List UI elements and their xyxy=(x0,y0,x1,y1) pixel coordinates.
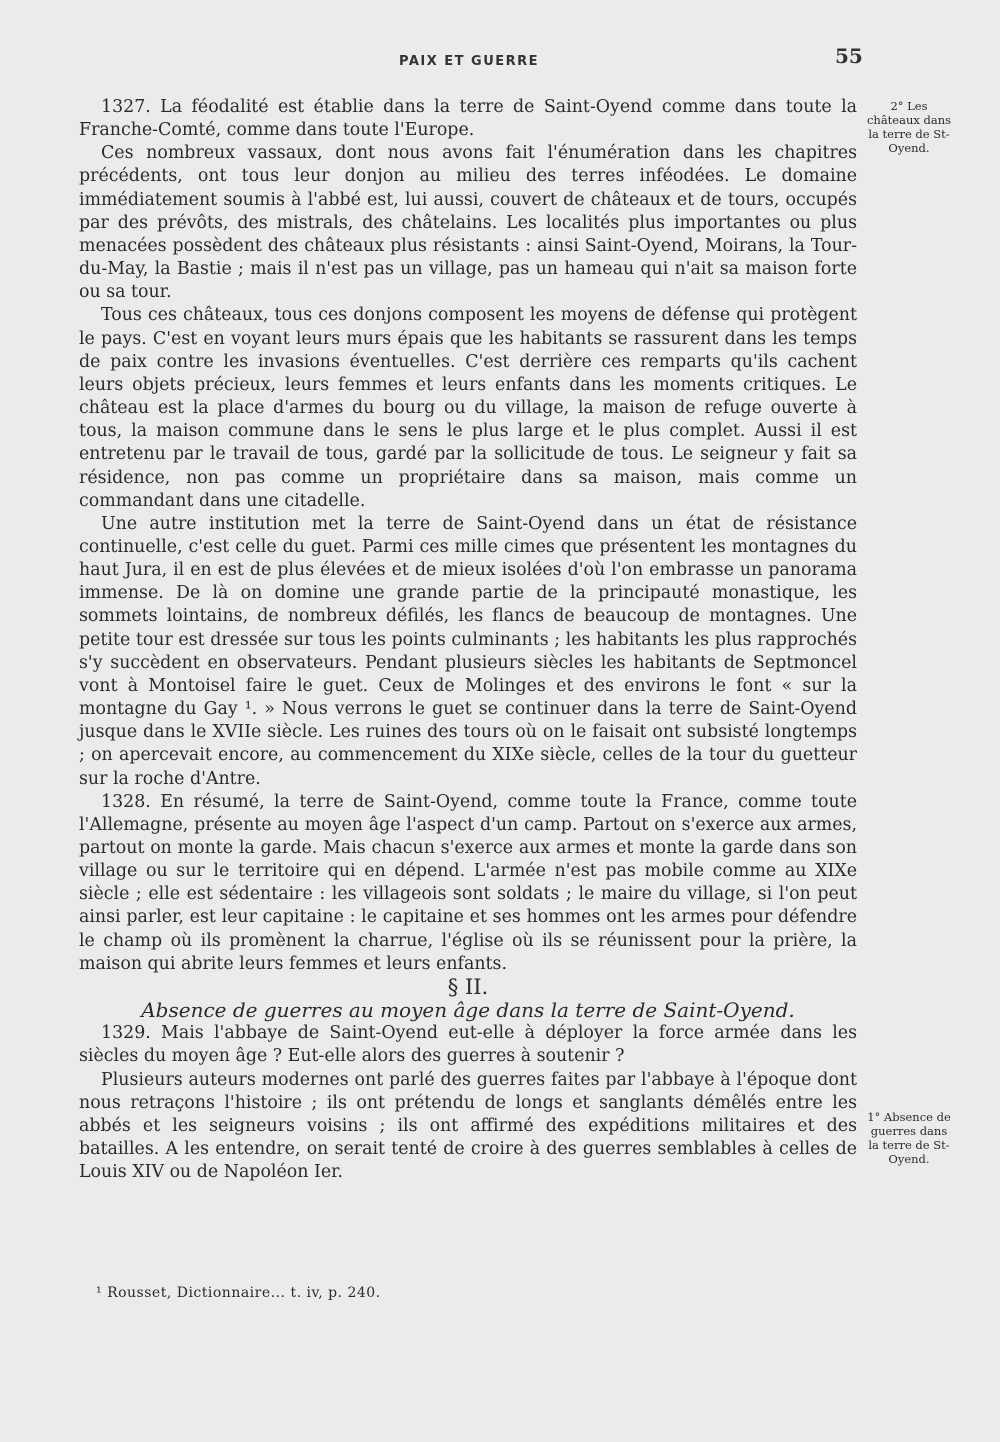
paragraph: Ces nombreux vassaux, dont nous avons fait l'énumération dans les chapitres précédents, ont tous leur donjon au milieu des terres inféodées. Le domaine immédiatement soumis à l'abbé est, lui aussi, couvert de châteaux et de tours, occupés par des prévôts, des mistrals, des châtelains. Les localités plus importantes ou plus menacées possèdent des châteaux plus résistants : ainsi Saint-Oyend, Moirans, la Tour-du-May, la Bastie ; mais il n'est pas un village, pas un hameau qui n'ait sa maison forte ou sa tour. xyxy=(79,143,857,303)
footnote: ¹ Rousset, Dictionnaire... t. iv, p. 240. xyxy=(96,1285,381,1301)
paragraph: Une autre institution met la terre de Saint-Oyend dans un état de résistance continuelle, c'est celle du guet. Parmi ces mille cimes que présentent les montagnes du haut Jura, il en est de plus élevées et de mieux isolées d'où l'on embrasse un panorama immense. De là on domine une grande partie de la principauté monastique, les sommets lointains, de nombreux défilés, les flancs de beaucoup de montagnes. Une petite tour est dressée sur tous les points culminants ; les habitants les plus rapprochés s'y succèdent en observateurs. Pendant plusieurs siècles les habitants de Septmoncel vont à Montoisel faire le guet. Ceux de Molinges et des environs le font « sur la montagne du Gay ¹. » Nous verrons le guet se continuer dans la terre de Saint-Oyend jusque dans le XVIIe siècle. Les ruines des tours où on le faisait ont subsisté longtemps ; on apercevait encore, au commencement du XIXe siècle, celles de la tour du guetteur sur la roche d'Antre. xyxy=(79,513,857,789)
margin-note: 1° Absence de guerres dans la terre de St-Oyend. xyxy=(867,1110,951,1166)
paragraph: Tous ces châteaux, tous ces donjons composent les moyens de défense qui protègent le pays. C'est en voyant leurs murs épais que les habitants se rassurent dans les temps de paix contre les invasions éventuelles. C'est derrière ces remparts qu'ils cachent leurs objets précieux, leurs femmes et leurs enfants dans les moments critiques. Le château est la place d'armes du bourg ou du village, la maison de refuge ouverte à tous, la maison commune dans le sens le plus large et le plus complet. Aussi il est entretenu par le travail de tous, gardé par la sollicitude de tous. Le seigneur y fait sa résidence, non pas comme un propriétaire dans sa maison, mais comme un commandant dans une citadelle. xyxy=(79,305,857,511)
page-number: 55 xyxy=(835,44,863,68)
main-text xyxy=(79,96,857,1184)
paragraph: 1328. En résumé, la terre de Saint-Oyend, comme toute la France, comme toute l'Allemagne, présente au moyen âge l'aspect d'un camp. Partout on s'exerce aux armes, partout on monte la garde. Mais chacun s'exerce aux armes et monte la garde dans son village ou sur le territoire qui en dépend. L'armée n'est pas mobile comme au XIXe siècle ; elle est sédentaire : les villageois sont soldats ; le maire du village, si l'on peut ainsi parler, est leur capitaine : le capitaine et ses hommes ont les armes pour défendre le champ où ils promènent la charrue, l'église où ils se réunissent pour la prière, la maison qui abrite leurs femmes et leurs enfants. xyxy=(79,791,857,974)
section-number: § II. xyxy=(447,974,489,999)
running-header: PAIX ET GUERRE xyxy=(399,54,540,69)
paragraph: 1329. Mais l'abbaye de Saint-Oyend eut-elle à déployer la force armée dans les siècles du moyen âge ? Eut-elle alors des guerres à soutenir ? xyxy=(79,1023,857,1067)
section-title: Absence de guerres au moyen âge dans la terre de Saint-Oyend. xyxy=(141,998,795,1023)
margin-note: 2° Les châteaux dans la terre de St-Oyend. xyxy=(866,99,952,155)
paragraph: 1327. La féodalité est établie dans la terre de Saint-Oyend comme dans toute la Franche-Comté, comme dans toute l'Europe. xyxy=(79,97,857,141)
paragraph: Plusieurs auteurs modernes ont parlé des guerres faites par l'abbaye à l'époque dont nous retraçons l'histoire ; ils ont prétendu de longs et sanglants démêlés entre les abbés et les seigneurs voisins ; ils ont affirmé des expéditions militaires et des batailles. A les entendre, on serait tenté de croire à des guerres semblables à celles de Louis XIV ou de Napoléon Ier. xyxy=(79,1069,857,1183)
